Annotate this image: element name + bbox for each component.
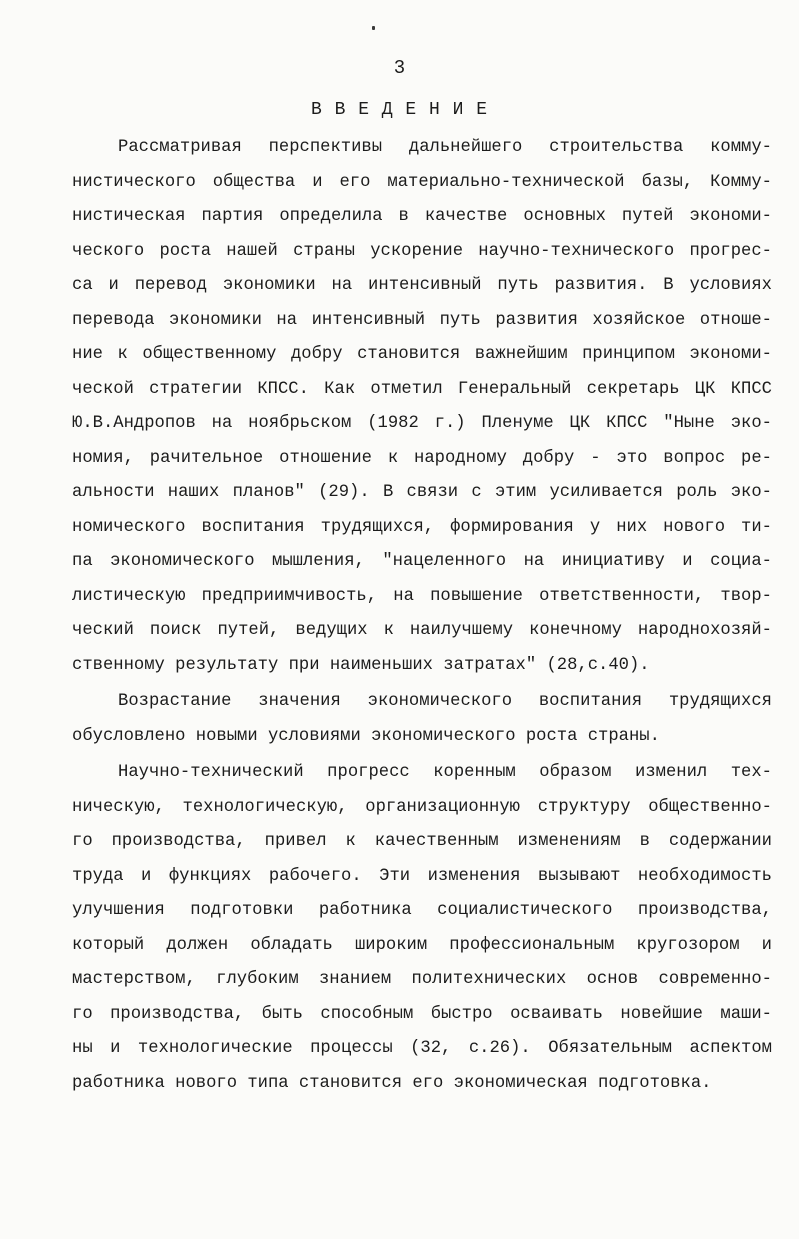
text-line: нистическая партия определила в качестве основных путей экономи-: [72, 207, 772, 226]
text-line: листическую предприимчивость, на повышение ответственности, твор-: [72, 586, 772, 606]
text-line: па экономического мышления, "нацеленного на инициативу и социа-: [72, 552, 772, 571]
text-line: улучшения подготовки работника социалистического производства,: [72, 901, 772, 920]
text-line: мастерством, глубоким знанием политехнических основ современно-: [72, 970, 772, 989]
text-line: работника нового типа становится его экономическая подготовка.: [72, 1073, 712, 1093]
paragraph-1: [72, 131, 772, 683]
text-line: обусловлено новыми условиями экономического роста страны.: [72, 726, 660, 746]
text-line: нистического общества и его материально-технической базы, Комму-: [72, 172, 772, 192]
text-line: альности наших планов" (29). В связи с этим усиливается роль эко-: [72, 483, 772, 502]
paragraph-3: [72, 756, 772, 1101]
text-line: который должен обладать широким профессиональным кругозором и: [72, 935, 772, 955]
text-line: Рассматривая перспективы дальнейшего строительства комму-: [118, 138, 772, 157]
text-line: ническую, технологическую, организационную структуру общественно-: [72, 797, 772, 817]
text-line: номического воспитания трудящихся, формирования у них нового ти-: [72, 517, 772, 537]
ink-speck: [372, 26, 375, 30]
paragraph-2: [72, 685, 772, 754]
text-line: го производства, быть способным быстро осваивать новейшие маши-: [72, 1004, 772, 1024]
text-line: го производства, привел к качественным изменениям в содержании: [72, 832, 772, 851]
text-line: ние к общественному добру становится важнейшим принципом экономи-: [72, 345, 772, 364]
text-line: ны и технологические процессы (32, с.26). Обязательным аспектом: [72, 1039, 772, 1058]
text-line: Ю.В.Андропов на ноябрьском (1982 г.) Пленуме ЦК КПСС "Ныне эко-: [72, 414, 772, 433]
text-line: ческого роста нашей страны ускорение научно-технического прогрес-: [72, 241, 772, 261]
text-line: перевода экономики на интенсивный путь развития хозяйское отноше-: [72, 310, 772, 330]
text-line: ственному результату при наименьших затратах" (28,с.40).: [72, 655, 650, 675]
text-line: номия, рачительное отношение к народному добру - это вопрос ре-: [72, 448, 772, 468]
text-line: Научно-технический прогресс коренным образом изменил тех-: [118, 763, 772, 782]
text-line: ческий поиск путей, ведущих к наилучшему конечному народнохозяй-: [72, 621, 772, 640]
page-number: 3: [393, 57, 406, 79]
body-text: [72, 131, 772, 1101]
section-heading: В В Е Д Е Н И Е: [310, 100, 489, 120]
text-line: труда и функциях рабочего. Эти изменения вызывают необходимость: [72, 866, 772, 886]
text-line: ческой стратегии КПСС. Как отметил Генеральный секретарь ЦК КПСС: [72, 379, 772, 399]
text-line: Возрастание значения экономического воспитания трудящихся: [118, 692, 772, 711]
text-line: са и перевод экономики на интенсивный путь развития. В условиях: [72, 276, 772, 295]
